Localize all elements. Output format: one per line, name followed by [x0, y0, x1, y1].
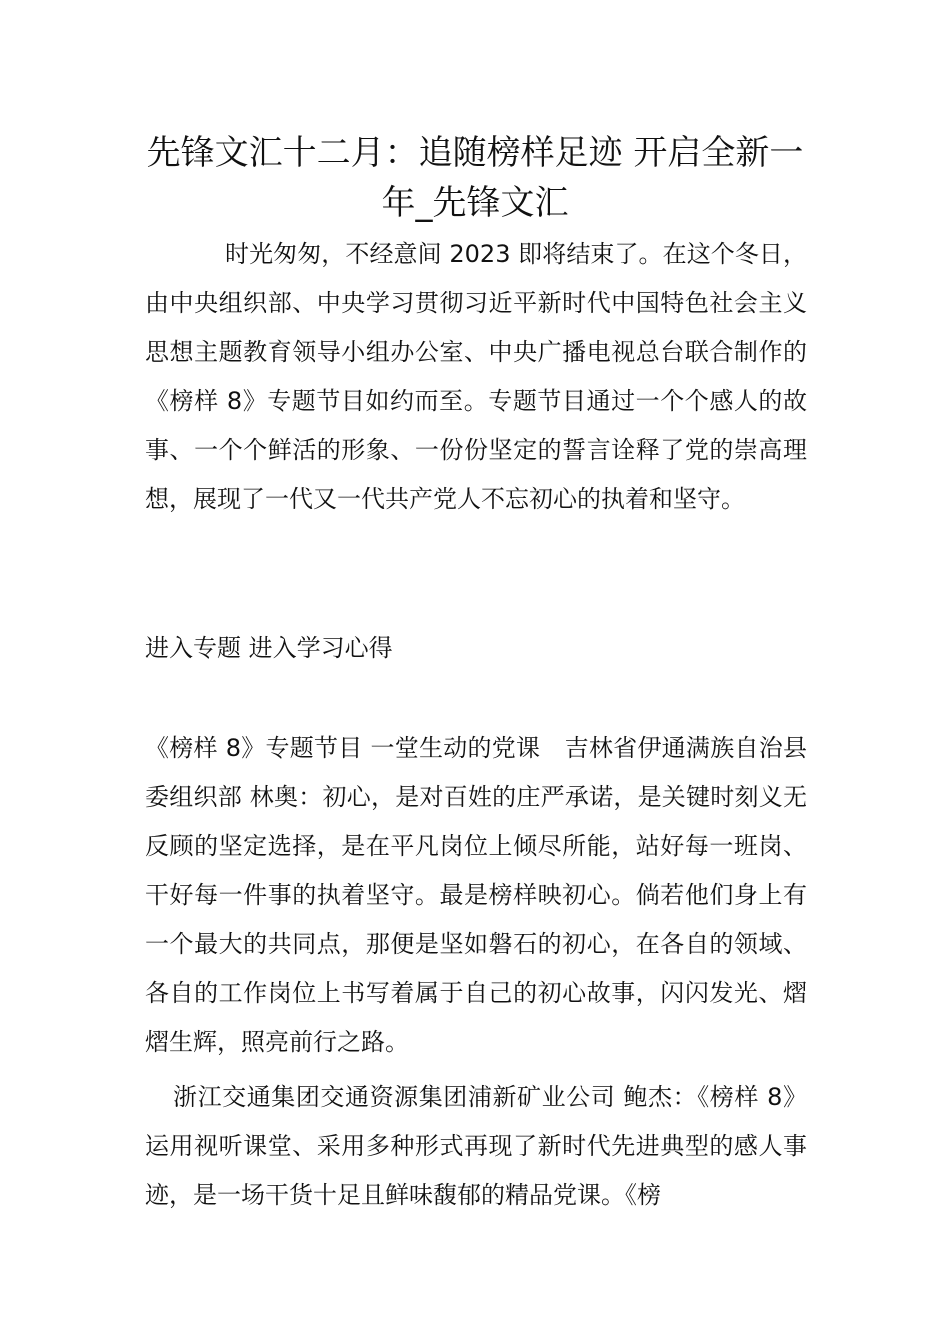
enter-study-link[interactable]: 进入学习心得: [248, 634, 393, 662]
paragraph-baojie: 浙江交通集团交通资源集团浦新矿业公司 鲍杰：《榜样 8》运用视听课堂、采用多种形式再现了新时代先进典型的感人事迹，是一场干货十足且鲜味馥郁的精品党课。《榜: [145, 1083, 807, 1209]
enter-topic-link[interactable]: 进入专题: [145, 634, 241, 662]
intro-paragraph: 时光匆匆，不经意间 2023 即将结束了。在这个冬日，由中央组织部、中央学习贯彻习近平新时代中国特色社会主义思想主题教育领导小组办公室、中央广播电视总台联合制作的《榜样 8》专题节目如约而至。专题节目通过一个个感人的故事、一个个鲜活的形象、一份份坚定的誓言诠释了党的崇高理想，展现了一代又一代共产党人不忘初心的执着和坚守。: [145, 240, 807, 513]
paragraph-linao: 《榜样 8》专题节目 一堂生动的党课 吉林省伊通满族自治县委组织部 林奥：初心，是对百姓的庄严承诺，是关键时刻义无反顾的坚定选择，是在平凡岗位上倾尽所能，站好每一班岗、干好每一件事的执着坚守。最是榜样映初心。倘若他们身上有一个最大的共同点，那便是坚如磐石的初心，在各自的领域、各自的工作岗位上书写着属于自己的初心故事，闪闪发光、熠熠生辉，照亮前行之路。: [145, 734, 807, 1056]
document-title: 先锋文汇十二月：追随榜样足迹 开启全新一年_先锋文汇: [146, 133, 804, 223]
link-row: [145, 624, 807, 673]
